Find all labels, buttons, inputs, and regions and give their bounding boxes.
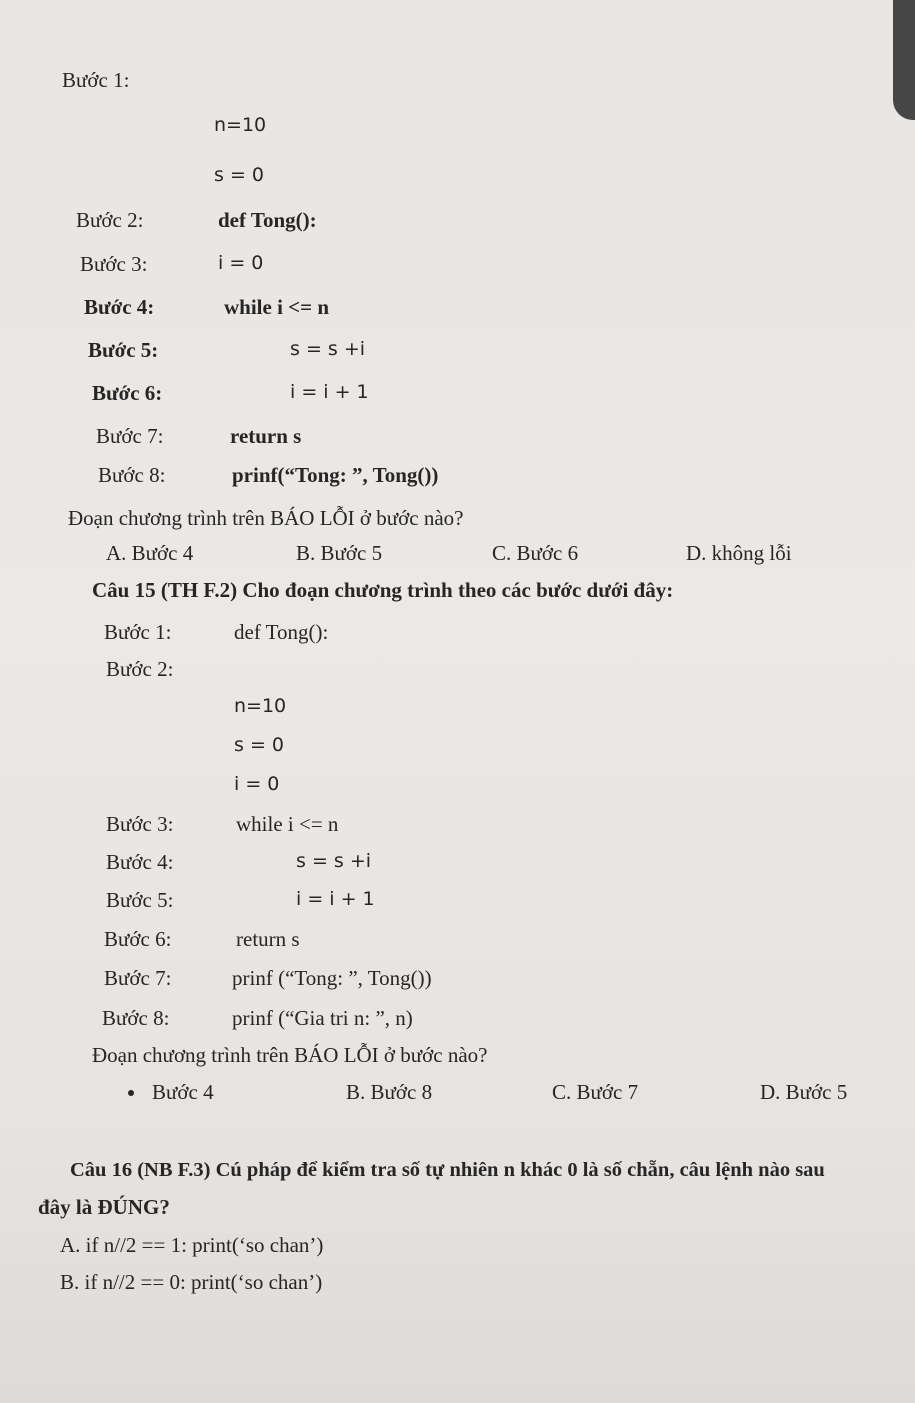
step-label: Bước 1:: [62, 68, 130, 92]
code-line: prinf (“Gia tri n: ”, n): [232, 1006, 413, 1030]
code-line: while i <= n: [224, 295, 330, 319]
question-16-heading-cont: đây là ĐÚNG?: [38, 1195, 170, 1219]
step-label: Bước 3:: [106, 812, 174, 836]
code-line: return s: [236, 927, 300, 951]
code-line: prinf (“Tong: ”, Tong()): [232, 966, 432, 990]
option-c: C. Bước 7: [552, 1080, 639, 1104]
option-b: B. if n//2 == 0: print(‘so chan’): [60, 1270, 323, 1294]
code-line: s = 0: [214, 164, 264, 186]
step-label: Bước 1:: [104, 620, 172, 644]
step-label: Bước 6:: [92, 381, 163, 405]
step-label: Bước 6:: [104, 927, 172, 951]
code-line: s = s +i: [296, 850, 372, 872]
step-label: Bước 8:: [102, 1006, 170, 1030]
code-line: n=10: [234, 695, 287, 717]
step-label: Bước 4:: [84, 295, 155, 319]
question-16-heading: Câu 16 (NB F.3) Cú pháp để kiểm tra số tự nhiên n khác 0 là số chẵn, câu lệnh nào sau: [70, 1159, 825, 1181]
code-line: s = 0: [234, 734, 284, 756]
option-a: Bước 4: [152, 1080, 214, 1104]
option-a: A. Bước 4: [106, 541, 194, 565]
option-b: B. Bước 5: [296, 541, 383, 565]
code-line: prinf(“Tong: ”, Tong()): [232, 463, 439, 487]
step-label: Bước 8:: [98, 463, 166, 487]
code-line: def Tong():: [234, 620, 329, 644]
question-text: Đoạn chương trình trên BÁO LỖI ở bước nào?: [68, 506, 464, 530]
option-b: B. Bước 8: [346, 1080, 433, 1104]
bullet-icon: [128, 1090, 134, 1096]
code-line: def Tong():: [218, 208, 317, 232]
step-label: Bước 3:: [80, 252, 148, 276]
code-line: return s: [230, 424, 302, 448]
step-label: Bước 5:: [88, 338, 159, 362]
step-label: Bước 2:: [106, 657, 174, 681]
step-label: Bước 2:: [76, 208, 144, 232]
code-line: i = i + 1: [296, 888, 375, 910]
step-label: Bước 4:: [106, 850, 174, 874]
code-line: while i <= n: [236, 812, 339, 836]
question-text: Đoạn chương trình trên BÁO LỖI ở bước nào?: [92, 1043, 488, 1067]
step-label: Bước 7:: [96, 424, 164, 448]
page-edge-shadow: [893, 0, 915, 120]
code-line: i = 0: [234, 773, 280, 795]
code-line: s = s +i: [290, 338, 366, 360]
code-line: n=10: [214, 114, 267, 136]
question-15-heading: Câu 15 (TH F.2) Cho đoạn chương trình theo các bước dưới đây:: [92, 578, 674, 602]
step-label: Bước 5:: [106, 888, 174, 912]
option-d: D. Bước 5: [760, 1080, 848, 1104]
option-c: C. Bước 6: [492, 541, 579, 565]
step-label: Bước 7:: [104, 966, 172, 990]
option-a: A. if n//2 == 1: print(‘so chan’): [60, 1233, 324, 1257]
code-line: i = 0: [218, 252, 264, 274]
code-line: i = i + 1: [290, 381, 369, 403]
option-d: D. không lỗi: [686, 541, 792, 565]
